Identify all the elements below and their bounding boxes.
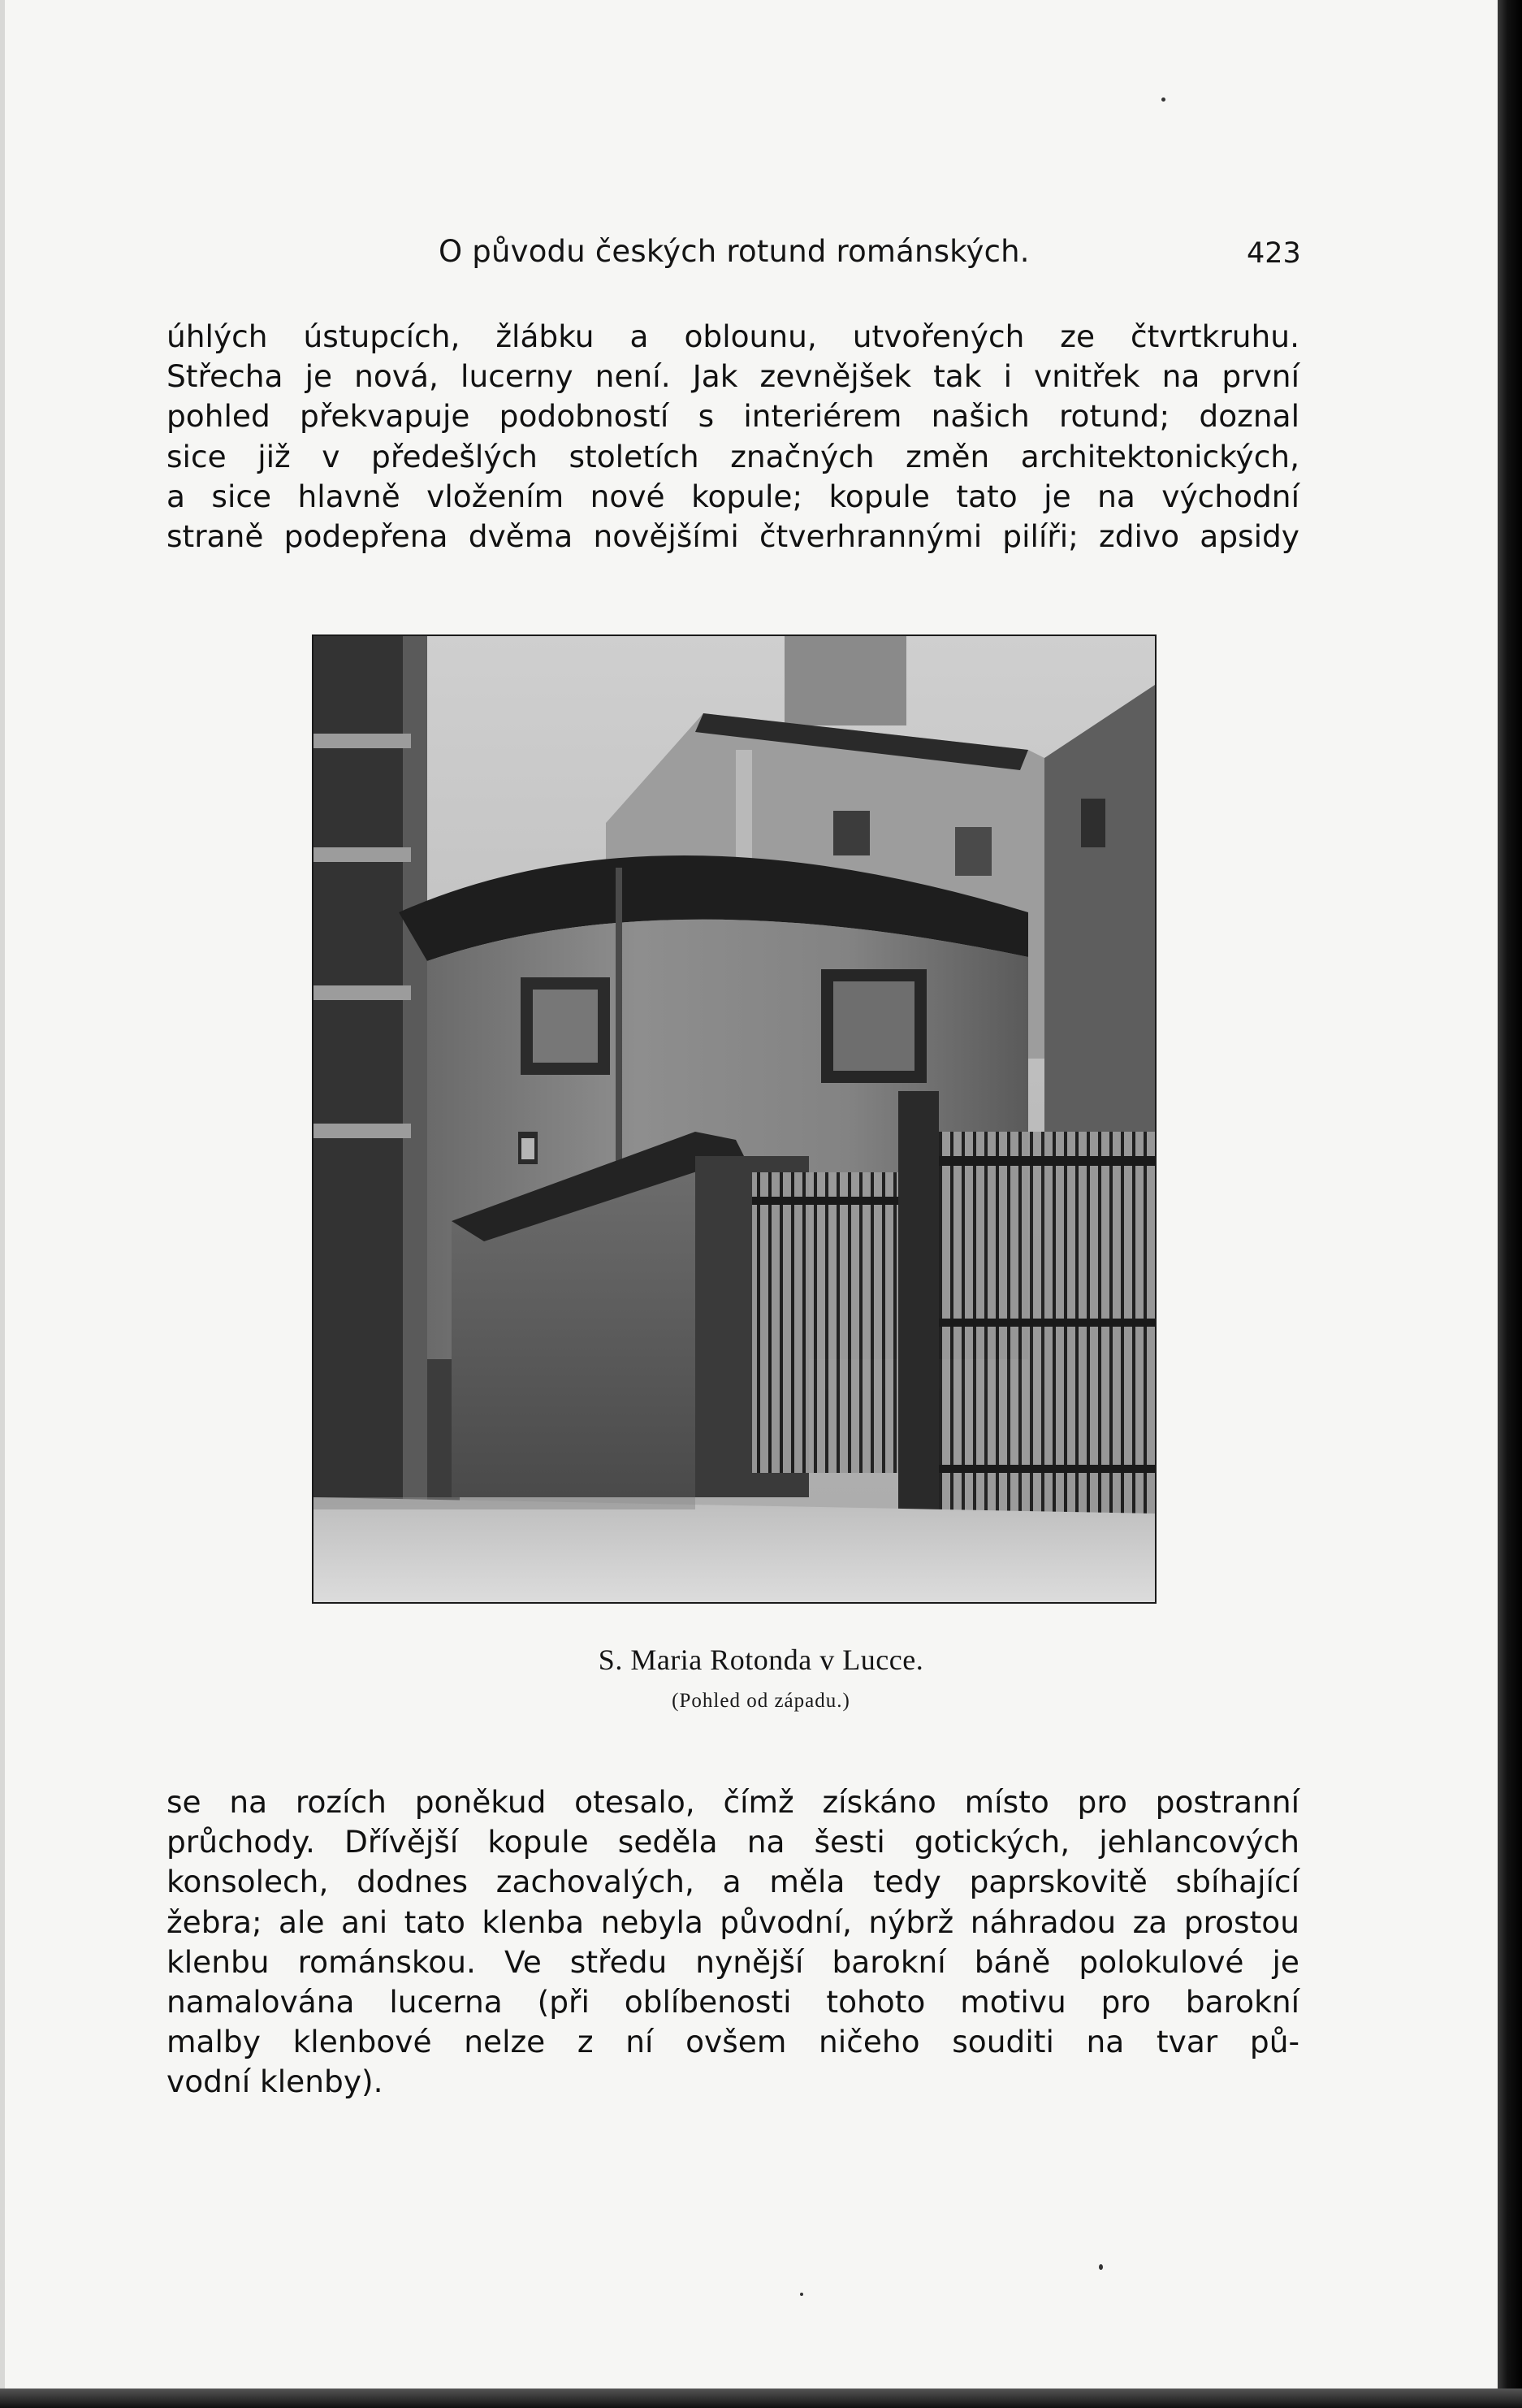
text-line: konsolech, dodnes zachovalých, a měla tedy paprskovitě sbíhající xyxy=(166,1864,1299,1900)
text-line: pohled překvapuje podobností s interiérem našich rotund; doznal xyxy=(166,398,1299,435)
text-line: vodní klenby). xyxy=(166,2064,383,2100)
figure-caption: S. Maria Rotonda v Lucce. xyxy=(598,1644,924,1676)
photo-rendering xyxy=(313,636,1155,1602)
text-line: malby klenbové nelze z ní ovšem ničeho souditi na tvar pů- xyxy=(166,2024,1299,2060)
text-line: a sice hlavně vložením nové kopule; kopule tato je na východní xyxy=(166,478,1299,514)
scan-edge-bottom xyxy=(0,2389,1522,2408)
scan-speck xyxy=(1161,97,1165,102)
text-line: straně podepřena dvěma novějšími čtverhrannými pilíři; zdivo apsidy xyxy=(166,518,1299,555)
page-number: 423 xyxy=(1247,237,1301,270)
figure-subcaption: (Pohled od západu.) xyxy=(672,1690,850,1712)
text-line: namalována lucerna (při oblíbenosti tohoto motivu pro barokní xyxy=(166,1984,1299,2020)
text-line: klenbu románskou. Ve středu nynější barokní báně polokulové je xyxy=(166,1943,1299,1980)
scan-speck xyxy=(1099,2264,1103,2270)
text-line: průchody. Dřívější kopule seděla na šesti gotických, jehlancových xyxy=(166,1824,1299,1860)
text-line: se na rozích poněkud otesalo, čímž získáno místo pro postranní xyxy=(166,1784,1299,1820)
scan-edge-left xyxy=(0,0,5,2408)
running-head: O původu českých rotund románských. xyxy=(439,234,1030,269)
text-line: Střecha je nová, lucerny není. Jak zevnějšek tak i vnitřek na první xyxy=(166,358,1299,395)
paragraph-bottom xyxy=(166,1782,1299,2103)
rotunda-photograph xyxy=(312,634,1157,1604)
paragraph-top xyxy=(166,317,1299,557)
text-line: žebra; ale ani tato klenba nebyla původní, nýbrž náhradou za prostou xyxy=(166,1903,1299,1940)
text-line: úhlých ústupcích, žlábku a oblounu, utvořených ze čtvrtkruhu. xyxy=(166,318,1299,354)
scan-edge-right xyxy=(1498,0,1522,2408)
text-line: sice již v předešlých stoletích značných změn architektonických, xyxy=(166,438,1299,474)
scan-speck xyxy=(800,2293,803,2296)
